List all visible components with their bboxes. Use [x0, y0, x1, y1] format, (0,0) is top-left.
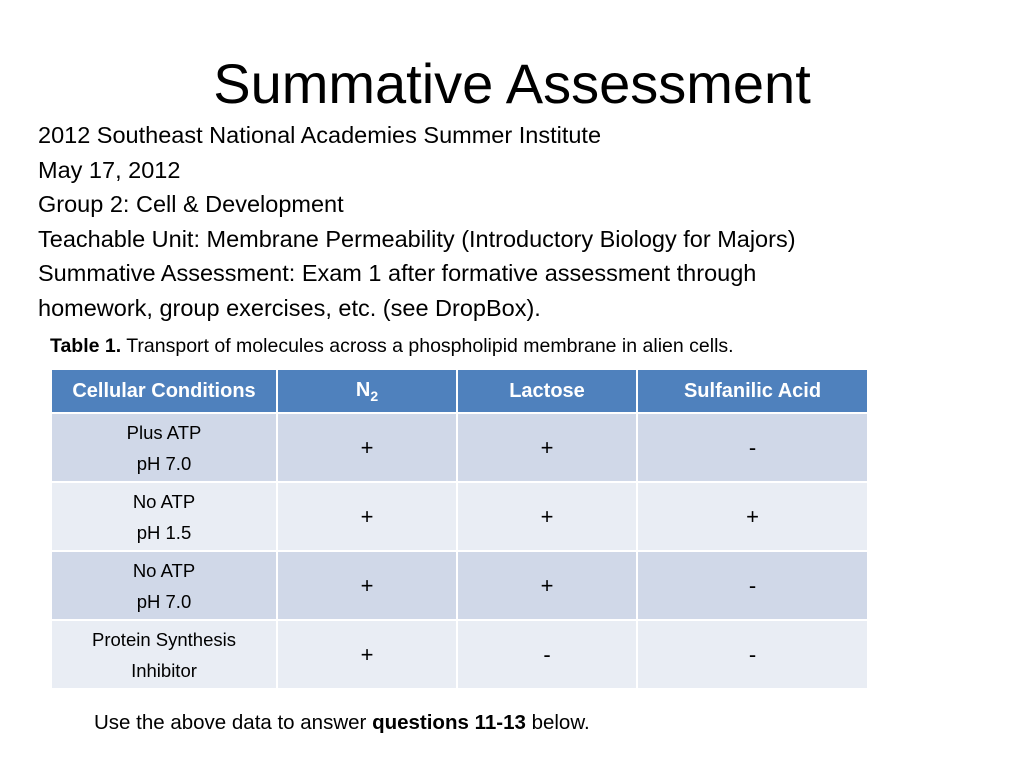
table-caption-label: Table 1.: [50, 335, 122, 357]
condition-line: No ATP: [132, 559, 196, 581]
n2-cell: +: [277, 620, 457, 689]
condition-cell: [51, 413, 277, 482]
condition-cell: [51, 620, 277, 689]
lactose-cell: +: [457, 413, 637, 482]
info-line-unit: Teachable Unit: Membrane Permeability (Introductory Biology for Majors): [38, 225, 796, 252]
info-line-assessment: Summative Assessment: Exam 1 after formative assessment through: [38, 260, 757, 286]
header-lactose: Lactose: [457, 369, 637, 413]
info-line-date: May 17, 2012: [38, 156, 181, 183]
sulfanilic-cell: +: [637, 482, 868, 551]
instruction-questions: questions 11-13: [372, 711, 526, 734]
header-n2-base: N: [355, 378, 371, 401]
instruction-prefix: Use the above data to answer: [94, 711, 373, 734]
header-n2: [277, 369, 457, 413]
header-n2-subscript: 2: [370, 387, 379, 404]
condition-line: Inhibitor: [131, 659, 197, 681]
condition-cell: [51, 482, 277, 551]
sulfanilic-cell: -: [637, 413, 868, 482]
lactose-cell: +: [457, 551, 637, 620]
header-cellular-conditions: Cellular Conditions: [51, 369, 277, 413]
info-line-group: Group 2: Cell & Development: [38, 191, 344, 217]
n2-cell: +: [277, 413, 457, 482]
sulfanilic-cell: -: [637, 551, 868, 620]
instruction-text: [94, 708, 590, 738]
condition-cell: [51, 551, 277, 620]
table-row: [51, 482, 868, 551]
transport-table: [50, 368, 869, 690]
condition-line: No ATP: [132, 490, 196, 512]
n2-cell: +: [277, 482, 457, 551]
lactose-cell: +: [457, 482, 637, 551]
header-sulfanilic-acid: Sulfanilic Acid: [637, 369, 868, 413]
info-block: [38, 118, 998, 325]
condition-line: pH 1.5: [136, 521, 192, 543]
slide-title: Summative Assessment: [213, 52, 811, 115]
sulfanilic-cell: -: [637, 620, 868, 689]
table-header-row: [51, 369, 868, 413]
table-row: [51, 413, 868, 482]
lactose-cell: -: [457, 620, 637, 689]
condition-line: Protein Synthesis: [92, 628, 236, 650]
n2-cell: +: [277, 551, 457, 620]
table-caption: [50, 332, 734, 360]
table-caption-text: Transport of molecules across a phospholipid membrane in alien cells.: [121, 335, 734, 357]
condition-line: pH 7.0: [136, 452, 192, 474]
condition-line: pH 7.0: [136, 590, 192, 612]
table-row: [51, 551, 868, 620]
table-row: [51, 620, 868, 689]
info-line-institute: 2012 Southeast National Academies Summer Institute: [38, 122, 602, 148]
condition-line: Plus ATP: [126, 421, 202, 443]
info-line-homework: homework, group exercises, etc. (see DropBox).: [38, 294, 541, 321]
instruction-suffix: below.: [525, 711, 590, 734]
